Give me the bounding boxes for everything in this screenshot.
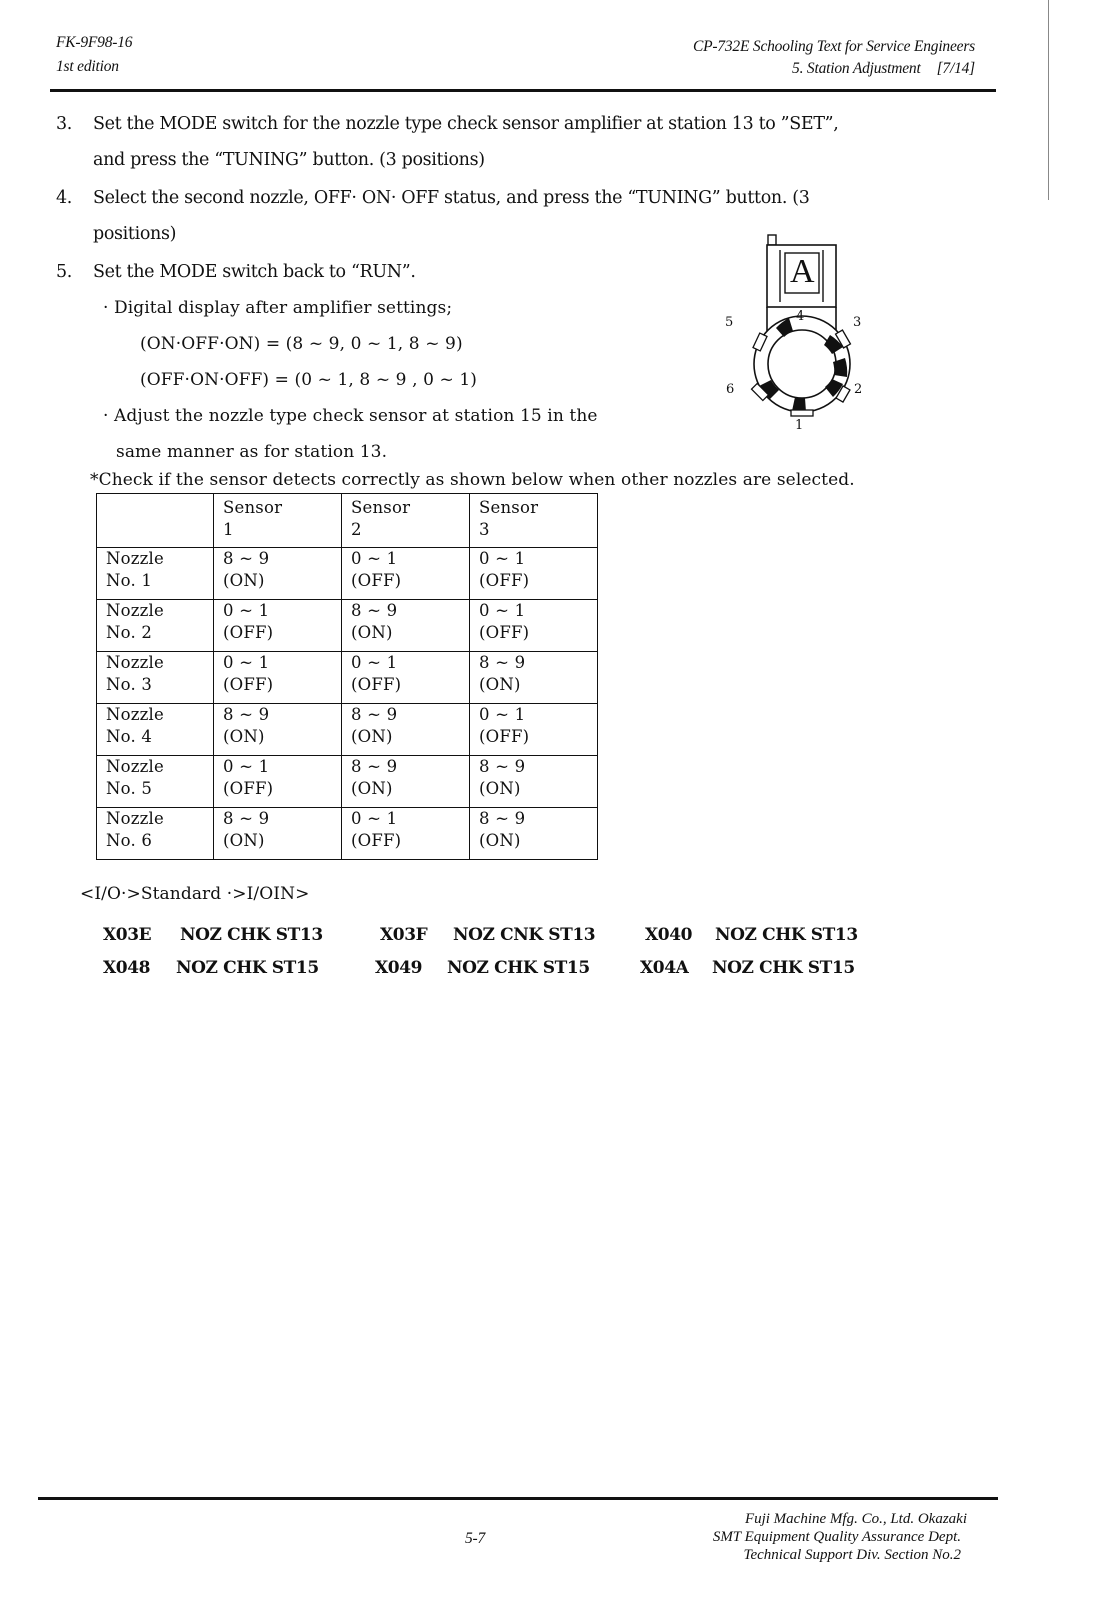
- table-row: [97, 756, 598, 808]
- table-cell: 0 ~ 1 (OFF): [214, 652, 342, 704]
- step-number: 5.: [56, 262, 72, 282]
- io-signal-name: NOZ CHK ST13: [715, 925, 858, 945]
- header-rule: [50, 89, 996, 92]
- io-signal-name: NOZ CHK ST15: [712, 958, 855, 978]
- nozzle-label-1: 1: [795, 418, 804, 433]
- footer-rule: [38, 1497, 998, 1500]
- step-5-line-1: Set the MODE switch back to “RUN”.: [93, 262, 416, 282]
- io-address: X048: [103, 958, 151, 978]
- row-label-cell: Nozzle No. 2: [97, 600, 214, 652]
- table-cell: 0 ~ 1 (OFF): [214, 756, 342, 808]
- step-4-line-2: positions): [93, 224, 177, 244]
- table-cell: 8 ~ 9 (ON): [470, 808, 598, 860]
- row-label-cell: Nozzle No. 5: [97, 756, 214, 808]
- table-header-cell: Sensor 2: [342, 494, 470, 548]
- table-header-cell: Sensor 1: [214, 494, 342, 548]
- table-row: [97, 808, 598, 860]
- io-signal-name: NOZ CNK ST13: [453, 925, 596, 945]
- step-3-line-1: Set the MODE switch for the nozzle type check sensor amplifier at station 13 to ”SET”,: [93, 114, 839, 134]
- table-cell: 0 ~ 1 (OFF): [470, 548, 598, 600]
- table-header-cell: Sensor 3: [470, 494, 598, 548]
- table-cell: 8 ~ 9 (ON): [470, 652, 598, 704]
- io-path-label: <I/O·>Standard ·>I/OIN>: [80, 884, 310, 904]
- footer-department: SMT Equipment Quality Assurance Dept.: [712, 1529, 961, 1545]
- digital-display-note: · Digital display after amplifier settings;: [103, 298, 453, 318]
- io-address: X03F: [380, 925, 428, 945]
- table-cell: 8 ~ 9 (ON): [214, 548, 342, 600]
- table-cell: 8 ~ 9 (ON): [214, 808, 342, 860]
- io-signal-name: NOZ CHK ST13: [180, 925, 323, 945]
- footer-division: Technical Support Div. Section No.2: [743, 1547, 961, 1563]
- table-cell: 8 ~ 9 (ON): [342, 756, 470, 808]
- nozzle-label-2: 2: [854, 382, 863, 397]
- step-number: 3.: [56, 114, 72, 134]
- io-address: X03E: [103, 925, 152, 945]
- table-cell: 0 ~ 1 (OFF): [342, 548, 470, 600]
- document-title: CP-732E Schooling Text for Service Engineers: [692, 38, 975, 55]
- table-cell: 0 ~ 1 (OFF): [214, 600, 342, 652]
- step-3-line-2: and press the “TUNING” button. (3 positions): [93, 150, 485, 170]
- table-row: [97, 652, 598, 704]
- adjust-note-line-1: · Adjust the nozzle type check sensor at station 15 in the: [103, 406, 598, 426]
- display-letter: A: [790, 253, 815, 290]
- scan-edge-line: [1048, 0, 1049, 200]
- io-address: X040: [645, 925, 693, 945]
- row-label-cell: Nozzle No. 6: [97, 808, 214, 860]
- table-header-row: [97, 494, 598, 548]
- io-signal-name: NOZ CHK ST15: [176, 958, 319, 978]
- step-4-line-1: Select the second nozzle, OFF· ON· OFF status, and press the “TUNING” button. (3: [93, 188, 810, 208]
- table-cell: 0 ~ 1 (OFF): [470, 600, 598, 652]
- step-number: 4.: [56, 188, 72, 208]
- table-cell: 8 ~ 9 (ON): [342, 704, 470, 756]
- table-cell: 0 ~ 1 (OFF): [470, 704, 598, 756]
- row-label-cell: Nozzle No. 4: [97, 704, 214, 756]
- io-signal-name: NOZ CHK ST15: [447, 958, 590, 978]
- nozzle-label-4: 4: [796, 309, 805, 324]
- sensor-amplifier-diagram: [725, 234, 865, 434]
- table-cell: 0 ~ 1 (OFF): [342, 808, 470, 860]
- page-number: 5-7: [465, 1530, 486, 1547]
- io-address: X049: [375, 958, 423, 978]
- table-cell: 8 ~ 9 (ON): [470, 756, 598, 808]
- nozzle-label-6: 6: [726, 382, 735, 397]
- table-corner-cell: [97, 494, 214, 548]
- on-off-on-values: (ON·OFF·ON) = (8 ~ 9, 0 ~ 1, 8 ~ 9): [140, 334, 463, 354]
- check-note: *Check if the sensor detects correctly as shown below when other nozzles are selected.: [90, 470, 855, 490]
- section-title: [792, 60, 975, 78]
- footer-company: Fuji Machine Mfg. Co., Ltd. Okazaki: [744, 1511, 967, 1527]
- section-name: 5. Station Adjustment: [792, 60, 921, 77]
- document-code: FK-9F98-16: [56, 34, 133, 51]
- row-label-cell: Nozzle No. 3: [97, 652, 214, 704]
- nozzle-label-5: 5: [725, 315, 734, 330]
- sensor-table: [96, 493, 598, 860]
- table-cell: 0 ~ 1 (OFF): [342, 652, 470, 704]
- adjust-note-line-2: same manner as for station 13.: [116, 442, 388, 462]
- row-label-cell: Nozzle No. 1: [97, 548, 214, 600]
- table-row: [97, 704, 598, 756]
- table-row: [97, 600, 598, 652]
- table-row: [97, 548, 598, 600]
- table-cell: 8 ~ 9 (ON): [342, 600, 470, 652]
- off-on-off-values: (OFF·ON·OFF) = (0 ~ 1, 8 ~ 9 , 0 ~ 1): [140, 370, 478, 390]
- page-of-label: [7/14]: [936, 60, 975, 77]
- edition-label: 1st edition: [56, 58, 119, 75]
- nozzle-label-3: 3: [853, 315, 862, 330]
- io-address: X04A: [640, 958, 689, 978]
- table-cell: 8 ~ 9 (ON): [214, 704, 342, 756]
